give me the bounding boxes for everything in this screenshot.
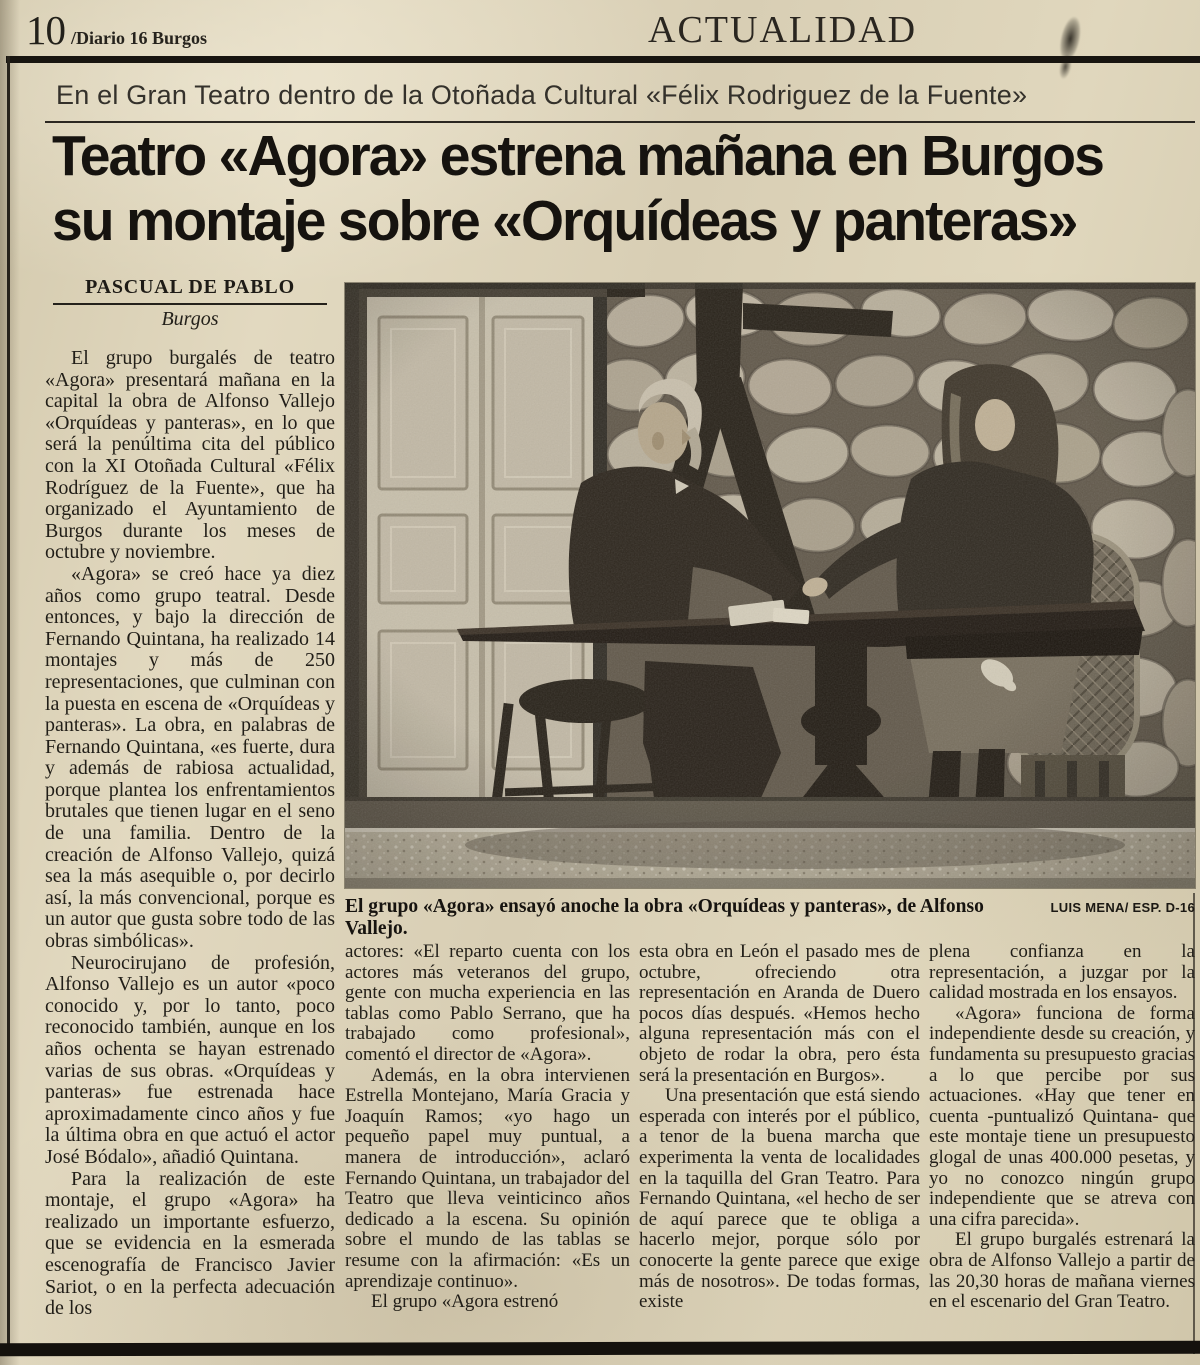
article-paragraph: actores: «El reparto cuenta con los actores más veteranos del grupo, gente con mucha experiencia en las tablas como Pablo Serrano, que ha trabajado como profesional», comentó el director de «Agora». xyxy=(345,942,630,1065)
article-paragraph: «Agora» funciona de forma independiente desde su creación, y fundamenta su presupuesto gracias a lo que percibe por sus actuaciones. «Hay que tener en cuenta -puntualizó Quintana- que este montaje tiene un presupuesto glogal de unas 400.000 pesetas, y yo no conozco ningún grupo independiente que se atreva con una cifra parecida». xyxy=(929,1002,1195,1230)
stage-photo xyxy=(345,283,1195,888)
byline-rule xyxy=(53,303,327,305)
article-paragraph: El grupo burgalés estrenará la obra de Alfonso Vallejo a partir de las 20,30 horas de mañana viernes en el escenario del Gran Teatro. xyxy=(929,1229,1195,1313)
stage-photo-illustration xyxy=(345,283,1195,888)
article-paragraph: Además, en la obra intervienen Estrella Montejano, María Gracia y Joaquín Ramos; «yo hago un pequeño papel muy puntual, a manera de introducción», aclaró Fernando Quintana, un trabajador del Teatro que lleva veinticinco años dedicado a la escena. Su opinión sobre el mundo de las tablas se resume con la afirmación: «Es un aprendizaje continuo». xyxy=(345,1064,630,1292)
article-paragraph: «Agora» se creó hace ya diez años como grupo teatral. Desde entonces, y bajo la dirección de Fernando Quintana, ha realizado 14 montajes y más de 250 representaciones, que culminan con la puesta en escena de «Orquídeas y panteras». La obra, en palabras de Fernando Quintana, «es fuerte, dura y además de rabiosa actualidad, porque plantea los enfrentamientos brutales que tienen lugar en el seno de una familia. Dentro de la creación de Alfonso Vallejo, quizá sea la más asequible o, por decirlo así, la más convencional, porque es un autor que gusta sobre todo de las obras simbólicas». xyxy=(45,562,335,953)
article-column-1 xyxy=(45,348,335,1334)
article-column-2 xyxy=(345,942,630,1336)
photo-credit: LUIS MENA/ ESP. D-16 xyxy=(1050,900,1195,915)
page-number: 10 xyxy=(26,7,65,53)
left-border-rule xyxy=(7,56,10,1354)
byline-author: PASCUAL DE PABLO xyxy=(85,276,295,298)
article-paragraph: El grupo «Agora estrenó xyxy=(371,1291,559,1313)
article-paragraph: Para la realización de este montaje, el grupo «Agora» ha realizado un importante esfuerzo, que se evidencia en la esmerada escenografía de Francisco Javier Sariot, o en la perfecta adecuación de los xyxy=(45,1167,335,1320)
kicker: En el Gran Teatro dentro de la Otoñada Cultural «Félix Rodriguez de la Fuente» xyxy=(56,80,1028,110)
article-paragraph: El grupo burgalés de teatro «Agora» presentará mañana en la capital la obra de Alfonso Vallejo «Orquídeas y panteras», en lo que será la penúltima cita del público con la XI Otoñada Cultural «Félix Rodríguez de la Fuente», que ha organizado el Ayuntamiento de Burgos durante los meses de octubre y noviembre. xyxy=(45,348,335,564)
top-rule xyxy=(6,56,1200,63)
article-paragraph: plena confianza en la representación, a juzgar por la calidad mostrada en los ensayos. xyxy=(929,942,1195,1004)
masthead xyxy=(26,6,207,54)
article-column-3 xyxy=(639,942,920,1336)
byline-location: Burgos xyxy=(161,308,219,330)
article-paragraph: esta obra en León el pasado mes de octubre, ofreciendo otra representación en Aranda de Duero pocos días después. «Hemos hecho alguna representación más con el objeto de rodar la obra, pero ésta será la presentación en Burgos». xyxy=(639,942,920,1086)
article-paragraph: Neurocirujano de profesión, Alfonso Vallejo es un autor «poco conocido y, por lo tanto, poco reconocido también, aunque en los años ochenta se hayan estrenado varias de sus obras. «Orquídeas y panteras» fue estrenada hace aproximadamente cinco años y fue la última obra en que actuó el actor José Bódalo», añadió Quintana. xyxy=(45,951,335,1168)
section-title: ACTUALIDAD xyxy=(648,9,918,51)
article-paragraph: Una presentación que está siendo esperada con interés por el público, a tenor de la buena marcha que experimenta la venta de localidades en la taquilla del Gran Teatro. Para Fernando Quintana, «el hecho de ser de aquí parece que te obliga a hacerlo mejor, porque sólo por conocerte la gente parece que exige más de nosotros». De todas formas, existe xyxy=(639,1085,920,1313)
headline-line2: su montaje sobre «Orquídeas y panteras» xyxy=(52,188,1077,253)
headline xyxy=(52,124,1103,254)
publication-name: /Diario 16 Burgos xyxy=(71,28,208,48)
article-column-4 xyxy=(929,942,1195,1336)
byline xyxy=(45,276,335,331)
bottom-rule xyxy=(0,1341,1200,1357)
kicker-rule xyxy=(45,121,1195,123)
headline-line1: Teatro «Agora» estrena mañana en Burgos xyxy=(52,124,1103,188)
ink-smudge xyxy=(1050,12,1088,78)
photo-caption-row xyxy=(345,896,1195,940)
photo-caption: El grupo «Agora» ensayó anoche la obra «Orquídeas y panteras», de Alfonso Vallejo. xyxy=(345,896,984,939)
